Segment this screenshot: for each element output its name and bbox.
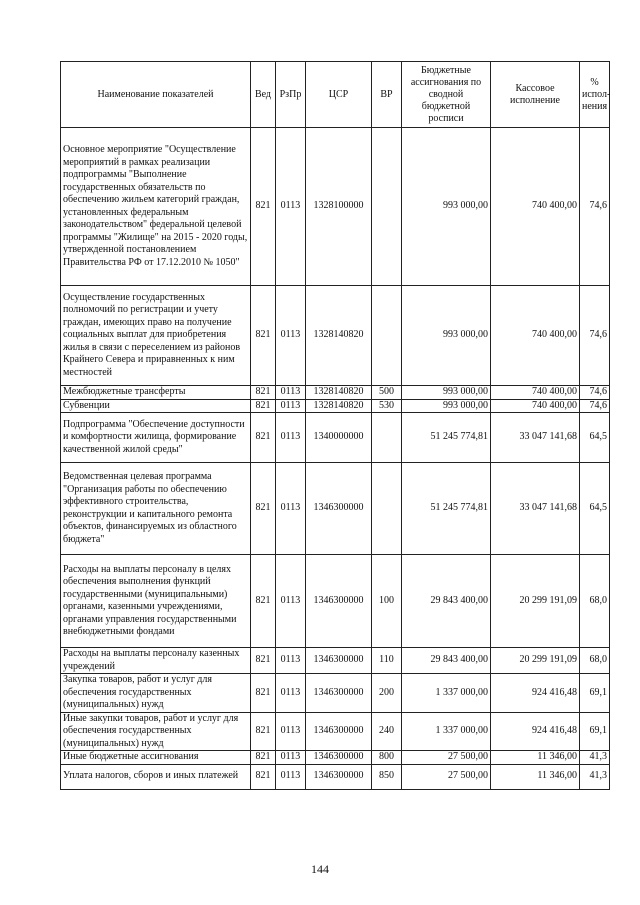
header-pct: % испол-нения [580, 62, 610, 128]
row-rzpr: 0113 [276, 764, 306, 789]
row-csr: 1346300000 [306, 463, 372, 555]
row-assign: 27 500,00 [402, 764, 491, 789]
row-pct: 74,6 [580, 399, 610, 413]
row-vr: 530 [372, 399, 402, 413]
row-name: Основное мероприятие "Осуществление мероприятий в рамках реализации подпрограммы "Выполнение государственных обязательств по обеспечению жильем категорий граждан, установленных федеральным законодательством" федеральной целевой программы "Жилище" на 2015 - 2020 годы, утвержденной постановлением Правительства РФ от 17.12.2010 № 1050" [61, 128, 251, 286]
row-ved: 821 [251, 463, 276, 555]
row-pct: 68,0 [580, 648, 610, 674]
row-cash: 740 400,00 [491, 128, 580, 286]
row-name: Субвенции [61, 399, 251, 413]
row-vr [372, 463, 402, 555]
row-csr: 1340000000 [306, 413, 372, 463]
header-csr: ЦСР [306, 62, 372, 128]
row-assign: 29 843 400,00 [402, 555, 491, 648]
row-vr: 110 [372, 648, 402, 674]
row-csr: 1346300000 [306, 712, 372, 751]
row-name: Межбюджетные трансферты [61, 386, 251, 400]
row-rzpr: 0113 [276, 712, 306, 751]
row-name: Осуществление государственных полномочий по регистрации и учету граждан, имеющих право на получение социальных выплат для приобретения жилья в связи с переселением из районов Крайнего Севера и приравненных к ним местностей [61, 286, 251, 386]
row-rzpr: 0113 [276, 555, 306, 648]
row-csr: 1328140820 [306, 286, 372, 386]
row-vr: 850 [372, 764, 402, 789]
row-assign: 1 337 000,00 [402, 712, 491, 751]
row-assign: 51 245 774,81 [402, 463, 491, 555]
row-assign: 993 000,00 [402, 128, 491, 286]
header-cash: Кассовое исполнение [491, 62, 580, 128]
row-csr: 1328140820 [306, 399, 372, 413]
row-vr: 240 [372, 712, 402, 751]
row-rzpr: 0113 [276, 648, 306, 674]
table-row [61, 555, 610, 648]
page-number: 144 [311, 862, 329, 876]
table-row [61, 712, 610, 751]
row-ved: 821 [251, 764, 276, 789]
row-vr: 100 [372, 555, 402, 648]
row-name: Закупка товаров, работ и услуг для обеспечения государственных (муниципальных) нужд [61, 674, 251, 713]
row-cash: 924 416,48 [491, 712, 580, 751]
row-ved: 821 [251, 413, 276, 463]
row-assign: 1 337 000,00 [402, 674, 491, 713]
table-row [61, 648, 610, 674]
row-pct: 74,6 [580, 286, 610, 386]
table-row [61, 674, 610, 713]
row-name: Расходы на выплаты персоналу в целях обеспечения выполнения функций государственными (муниципальными) органами, казенными учреждениями, органами управления государственными внебюджетными фондами [61, 555, 251, 648]
header-assign: Бюджетные ассигнования по сводной бюджетной росписи [402, 62, 491, 128]
row-csr: 1346300000 [306, 674, 372, 713]
row-assign: 993 000,00 [402, 399, 491, 413]
row-ved: 821 [251, 712, 276, 751]
row-ved: 821 [251, 399, 276, 413]
row-pct: 69,1 [580, 712, 610, 751]
row-ved: 821 [251, 751, 276, 765]
row-csr: 1328140820 [306, 386, 372, 400]
row-ved: 821 [251, 648, 276, 674]
header-ved: Вед [251, 62, 276, 128]
row-assign: 993 000,00 [402, 386, 491, 400]
table-header-row [61, 62, 610, 128]
row-cash: 33 047 141,68 [491, 413, 580, 463]
table-row [61, 463, 610, 555]
row-vr: 800 [372, 751, 402, 765]
row-name: Иные бюджетные ассигнования [61, 751, 251, 765]
row-ved: 821 [251, 386, 276, 400]
row-csr: 1346300000 [306, 751, 372, 765]
budget-execution-table [60, 61, 610, 790]
row-rzpr: 0113 [276, 399, 306, 413]
row-csr: 1346300000 [306, 764, 372, 789]
row-cash: 740 400,00 [491, 286, 580, 386]
row-csr: 1346300000 [306, 648, 372, 674]
header-vr: ВР [372, 62, 402, 128]
row-rzpr: 0113 [276, 413, 306, 463]
row-pct: 41,3 [580, 751, 610, 765]
row-vr [372, 286, 402, 386]
row-pct: 74,6 [580, 128, 610, 286]
table-row [61, 764, 610, 789]
row-cash: 11 346,00 [491, 751, 580, 765]
row-pct: 64,5 [580, 413, 610, 463]
row-pct: 41,3 [580, 764, 610, 789]
row-ved: 821 [251, 128, 276, 286]
row-rzpr: 0113 [276, 674, 306, 713]
row-vr: 200 [372, 674, 402, 713]
row-rzpr: 0113 [276, 286, 306, 386]
row-vr [372, 413, 402, 463]
row-csr: 1328100000 [306, 128, 372, 286]
row-cash: 33 047 141,68 [491, 463, 580, 555]
row-pct: 74,6 [580, 386, 610, 400]
row-pct: 69,1 [580, 674, 610, 713]
row-ved: 821 [251, 555, 276, 648]
row-cash: 740 400,00 [491, 399, 580, 413]
row-pct: 64,5 [580, 463, 610, 555]
row-rzpr: 0113 [276, 128, 306, 286]
row-csr: 1346300000 [306, 555, 372, 648]
row-pct: 68,0 [580, 555, 610, 648]
row-name: Ведомственная целевая программа "Организация работы по обеспечению эффективного строительства, реконструкции и капитального ремонта объектов, финансируемых из областного бюджета" [61, 463, 251, 555]
row-cash: 740 400,00 [491, 386, 580, 400]
row-name: Иные закупки товаров, работ и услуг для обеспечения государственных (муниципальных) нужд [61, 712, 251, 751]
row-cash: 924 416,48 [491, 674, 580, 713]
table-row [61, 286, 610, 386]
row-ved: 821 [251, 286, 276, 386]
row-rzpr: 0113 [276, 463, 306, 555]
row-assign: 51 245 774,81 [402, 413, 491, 463]
row-vr [372, 128, 402, 286]
table-row [61, 413, 610, 463]
table-row [61, 399, 610, 413]
table-row [61, 128, 610, 286]
row-assign: 993 000,00 [402, 286, 491, 386]
row-assign: 27 500,00 [402, 751, 491, 765]
row-ved: 821 [251, 674, 276, 713]
row-name: Подпрограмма "Обеспечение доступности и комфортности жилища, формирование качественной жилой среды" [61, 413, 251, 463]
row-rzpr: 0113 [276, 386, 306, 400]
row-vr: 500 [372, 386, 402, 400]
row-cash: 20 299 191,09 [491, 648, 580, 674]
table-row [61, 751, 610, 765]
row-name: Уплата налогов, сборов и иных платежей [61, 764, 251, 789]
row-cash: 20 299 191,09 [491, 555, 580, 648]
row-name: Расходы на выплаты персоналу казенных учреждений [61, 648, 251, 674]
header-name: Наименование показателей [61, 62, 251, 128]
row-cash: 11 346,00 [491, 764, 580, 789]
row-assign: 29 843 400,00 [402, 648, 491, 674]
header-rzpr: РзПр [276, 62, 306, 128]
row-rzpr: 0113 [276, 751, 306, 765]
table-row [61, 386, 610, 400]
